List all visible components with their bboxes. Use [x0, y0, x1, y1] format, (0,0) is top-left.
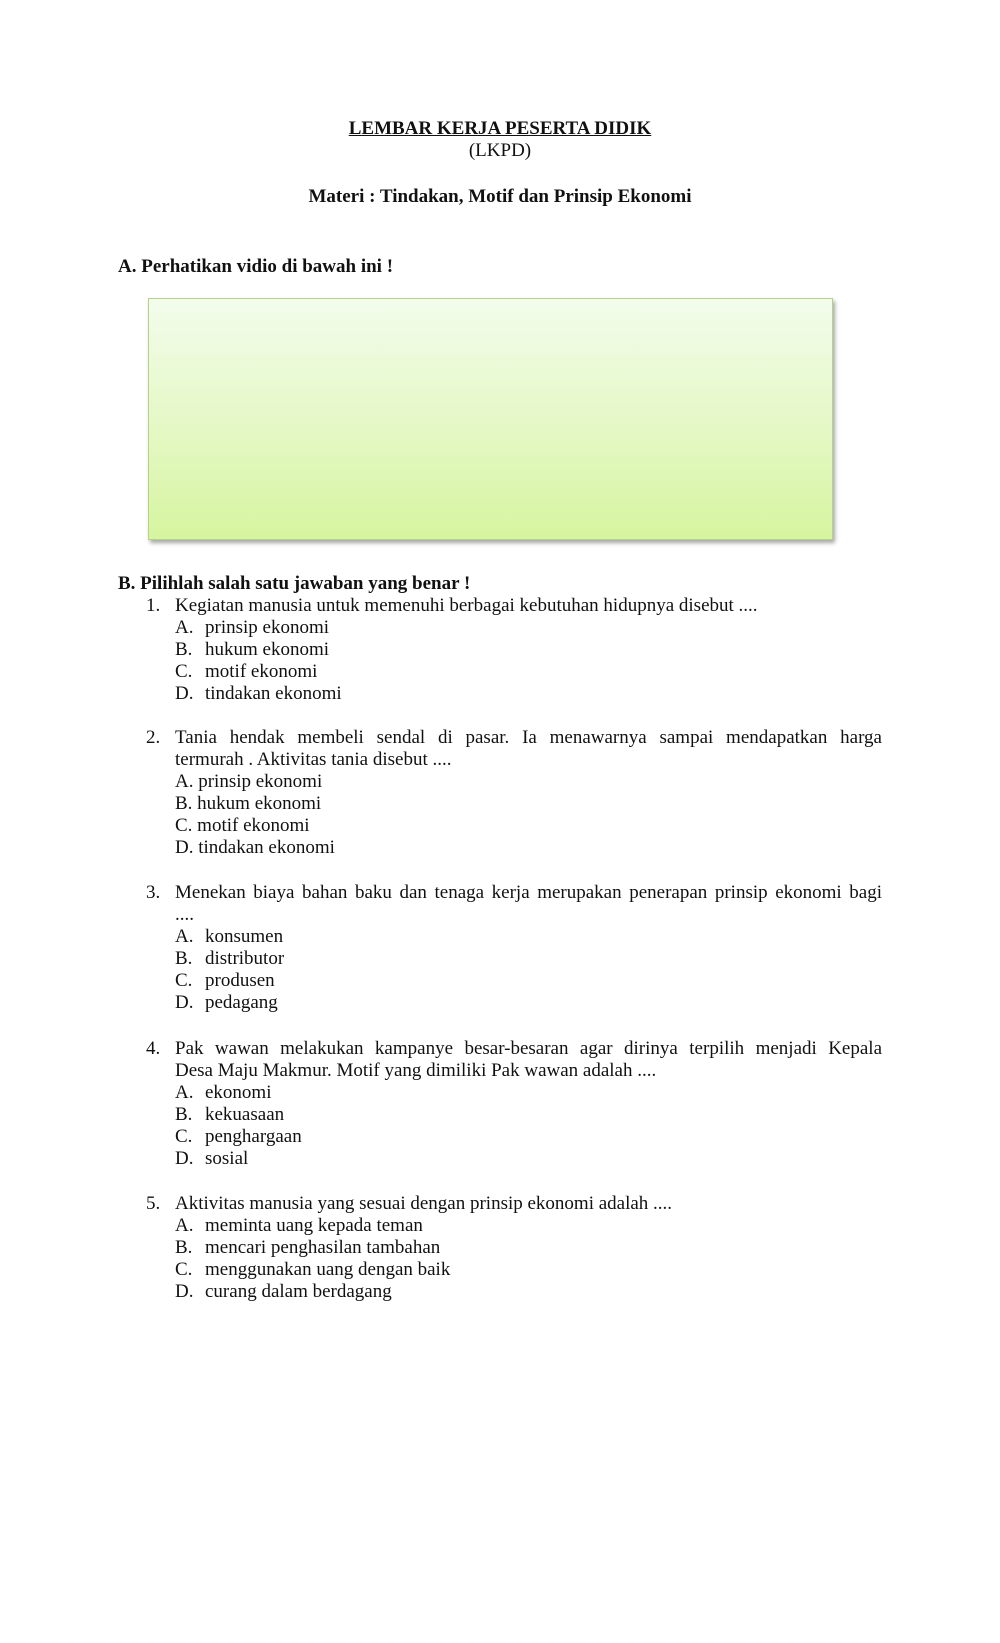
- option-letter: B.: [175, 1237, 193, 1258]
- question-text: Kegiatan manusia untuk memenuhi berbagai kebutuhan hidupnya disebut ....: [175, 595, 758, 616]
- question-number: 5.: [146, 1193, 161, 1214]
- page-subtitle: (LKPD): [468, 140, 532, 161]
- option-letter: B.: [175, 948, 193, 969]
- option-letter: B.: [175, 1104, 193, 1125]
- option-text: menggunakan uang dengan baik: [205, 1259, 451, 1280]
- question-number: 4.: [146, 1038, 161, 1059]
- option-text: distributor: [205, 948, 285, 969]
- option-text: konsumen: [205, 926, 284, 947]
- question-number: 2.: [146, 727, 161, 748]
- option-letter: A.: [175, 926, 194, 947]
- question-text-line-1: Tania hendak membeli sendal di pasar. Ia menawarnya sampai mendapatkan harga: [175, 727, 882, 748]
- question-text: Aktivitas manusia yang sesuai dengan prinsip ekonomi adalah ....: [175, 1193, 673, 1214]
- option-letter: D.: [175, 992, 194, 1013]
- option-letter: D.: [175, 1281, 194, 1302]
- option-letter: C.: [175, 1126, 193, 1147]
- option-text: sosial: [205, 1148, 249, 1169]
- option-letter: C.: [175, 970, 193, 991]
- section-b-heading: B. Pilihlah salah satu jawaban yang benar !: [118, 573, 471, 594]
- option-b[interactable]: B. hukum ekonomi: [175, 793, 322, 814]
- option-text: pedagang: [205, 992, 278, 1013]
- option-letter: A.: [175, 1215, 194, 1236]
- video-placeholder[interactable]: [148, 298, 833, 540]
- option-text: mencari penghasilan tambahan: [205, 1237, 441, 1258]
- materi-heading: Materi : Tindakan, Motif dan Prinsip Ekonomi: [308, 186, 692, 207]
- option-letter: D.: [175, 1148, 194, 1169]
- question-text-line-2: Desa Maju Makmur. Motif yang dimiliki Pak wawan adalah ....: [175, 1060, 657, 1081]
- option-letter: C.: [175, 1259, 193, 1280]
- question-text-line-1: Pak wawan melakukan kampanye besar-besaran agar dirinya terpilih menjadi Kepala: [175, 1038, 882, 1059]
- option-letter: D.: [175, 683, 194, 704]
- option-text: tindakan ekonomi: [205, 683, 342, 704]
- question-text-line-1: Menekan biaya bahan baku dan tenaga kerja merupakan penerapan prinsip ekonomi bagi: [175, 882, 882, 903]
- option-text: ekonomi: [205, 1082, 272, 1103]
- option-letter: A.: [175, 617, 194, 638]
- question-number: 1.: [146, 595, 161, 616]
- option-c[interactable]: C. motif ekonomi: [175, 815, 310, 836]
- option-text: meminta uang kepada teman: [205, 1215, 423, 1236]
- option-a[interactable]: A. prinsip ekonomi: [175, 771, 323, 792]
- option-letter: A.: [175, 1082, 194, 1103]
- option-d[interactable]: D. tindakan ekonomi: [175, 837, 335, 858]
- option-text: prinsip ekonomi: [205, 617, 330, 638]
- option-letter: B.: [175, 639, 193, 660]
- option-text: hukum ekonomi: [205, 639, 330, 660]
- option-text: kekuasaan: [205, 1104, 285, 1125]
- option-text: produsen: [205, 970, 275, 991]
- question-number: 3.: [146, 882, 161, 903]
- question-text-line-2: termurah . Aktivitas tania disebut ....: [175, 749, 452, 770]
- option-text: penghargaan: [205, 1126, 302, 1147]
- option-text: curang dalam berdagang: [205, 1281, 392, 1302]
- page-title: LEMBAR KERJA PESERTA DIDIK: [348, 118, 652, 139]
- option-letter: C.: [175, 661, 193, 682]
- section-a-heading: A. Perhatikan vidio di bawah ini !: [118, 256, 394, 277]
- option-text: motif ekonomi: [205, 661, 318, 682]
- question-text-line-2: ....: [175, 904, 194, 925]
